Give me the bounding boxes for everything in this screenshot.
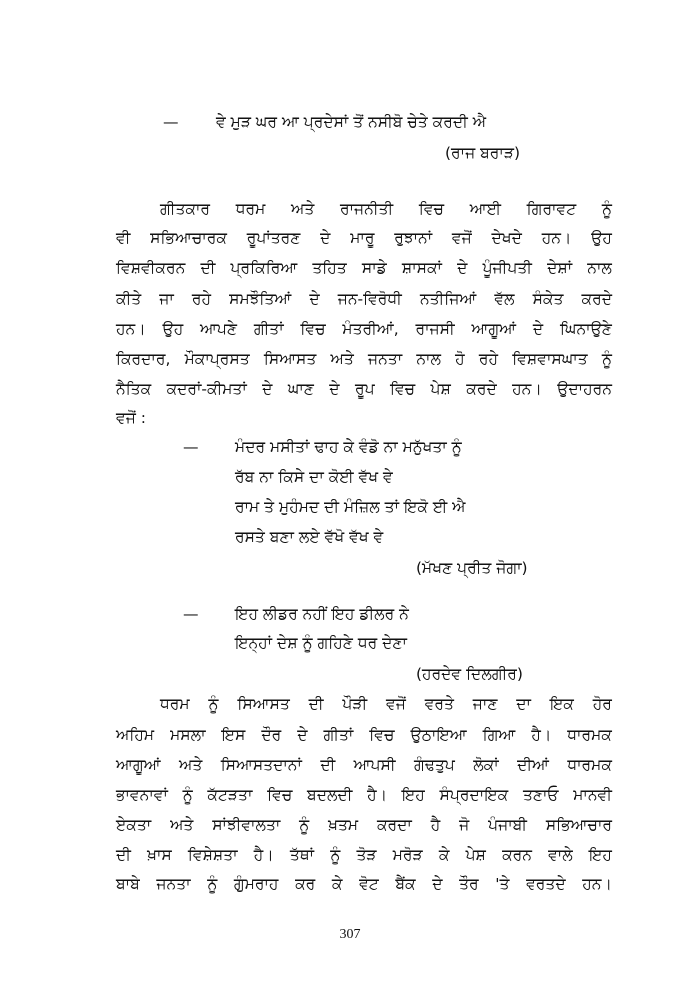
word: ਜਾ	[159, 290, 174, 308]
word: ਦੀਆਂ	[517, 756, 549, 774]
word: 'ਤੇ	[495, 875, 510, 893]
paragraph2-line	[116, 725, 612, 745]
quote2-line: ਰੱਬ ਨਾ ਕਿਸੇ ਦਾ ਕੋਈ ਵੱਖ ਵੇ	[235, 468, 393, 486]
word: ਉਹ	[591, 229, 612, 247]
word: ਵਰਤੇ	[424, 695, 454, 713]
word: ਦੌਰ	[261, 726, 282, 744]
word: ਹੈ।	[253, 846, 274, 864]
quote2-attribution: (ਮੱਖਣ ਪ੍ਰੀਤ ਜੋਗਾ)	[416, 559, 528, 577]
word: ਹੈ	[430, 816, 441, 834]
quote2-dash: —	[183, 438, 199, 456]
word: ਮਸਲਾ	[170, 726, 206, 744]
quote2-line: ਰਸਤੇ ਬਣਾ ਲਏ ਵੱਖੋ ਵੱਖ ਵੇ	[235, 528, 384, 546]
word: ਰਹੇ	[478, 350, 499, 368]
word: ਪੇਸ਼	[465, 846, 486, 864]
word: ਸਾਂਝੀਵਾਲਤਾ	[212, 816, 281, 834]
word: ਧਰਮ	[235, 200, 266, 218]
paragraph1-last-line: ਵਜੋਂ :	[116, 409, 146, 427]
paragraph2-line	[160, 694, 612, 714]
word: ਸ਼ਾਸਕਾਂ	[401, 259, 442, 277]
word: ਕੇ	[438, 846, 450, 864]
word: ਰੁਝਾਨਾਂ	[394, 229, 433, 247]
word: ਆਪਸੀ	[353, 756, 396, 774]
word: ਤਣਾਓ	[522, 786, 559, 804]
word: ਗੀਤਾਂ	[253, 320, 284, 338]
word: ਵਰਤਦੇ	[526, 875, 566, 893]
word: ਦੇ	[532, 320, 544, 338]
word: ਵੱਲ	[494, 290, 515, 308]
word: ਨਾਲ	[416, 350, 441, 368]
paragraph2-line	[116, 815, 612, 835]
word: ਹੈ।	[531, 726, 552, 744]
word: ਅਤੇ	[330, 350, 354, 368]
word: ਲੋਕਾਂ	[473, 756, 499, 774]
word: ਘਿਨਾਉਣੇ	[559, 320, 612, 338]
word: ਕਰਦੇ	[581, 290, 612, 308]
word: ਸਾਡੇ	[361, 259, 387, 277]
word: ਜਨਤਾ	[367, 350, 403, 368]
word: ਗਿਰਾਵਟ	[526, 200, 577, 218]
word: ਸੰਕੇਤ	[532, 290, 564, 308]
word: ਨੂੰ	[330, 846, 341, 864]
word: ਆਗੂਆਂ	[116, 756, 161, 774]
word: ਨੂੰ	[601, 200, 612, 218]
word: ਰੂਪਾਂਤਰਣ	[246, 229, 301, 247]
word: ਦਾ	[516, 695, 531, 713]
word: ਨਤੀਜਿਆਂ	[419, 290, 477, 308]
quote2-line: ਮੰਦਰ ਮਸੀਤਾਂ ਢਾਹ ਕੇ ਵੰਡੋ ਨਾ ਮਨੁੱਖਤਾ ਨੂੰ	[235, 438, 462, 456]
word: ਨਾਲ	[587, 259, 612, 277]
word: ਮਰੋੜ	[392, 846, 423, 864]
word: ਹੋ	[455, 350, 465, 368]
word: ਆਈ	[469, 200, 501, 218]
word: ਅਤੇ	[170, 816, 194, 834]
word: ਦੇ	[320, 229, 331, 247]
word: ਕੇ	[331, 875, 343, 893]
word: ਅਹਿਮ	[116, 726, 155, 744]
word: ਸੰਪ੍ਰਦਾਇਕ	[439, 786, 509, 804]
word: ਹਨ।	[512, 380, 542, 398]
word: ਗੀਤਾਂ	[323, 726, 354, 744]
word: ਨੂੰ	[207, 875, 218, 893]
word: ਗੰਢਤੁਪ	[413, 756, 455, 774]
word: ਮੰਤਰੀਆਂ,	[342, 320, 399, 338]
word: ਆਪਣੇ	[200, 320, 237, 338]
quote3-attribution: (ਹਰਦੇਵ ਦਿਲਗੀਰ)	[416, 665, 523, 683]
word: ਮਾਰੂ	[350, 229, 375, 247]
paragraph1-line	[116, 228, 612, 248]
word: ਉਹ	[162, 320, 184, 338]
quote3-line: ਇਨ੍ਹਾਂ ਦੇਸ਼ ਨੂੰ ਗਹਿਣੇ ਧਰ ਦੇਣਾ	[235, 634, 407, 652]
word: ਪ੍ਰਕਿਰਿਆ	[230, 259, 298, 277]
word: ਵਾਲੇ	[548, 846, 573, 864]
quote3-line: ਇਹ ਲੀਡਰ ਨਹੀਂ ਇਹ ਡੀਲਰ ਨੇ	[235, 605, 409, 623]
word: ਰਹੇ	[191, 290, 212, 308]
word: ਜਾਣ	[472, 695, 498, 713]
paragraph1-line	[116, 289, 612, 309]
word: ਵਿਸ਼ਵੀਕਰਨ	[116, 259, 186, 277]
word: ਅਤੇ	[179, 756, 203, 774]
word: ਕਰਨ	[502, 846, 532, 864]
paragraph1-line	[160, 199, 612, 219]
word: ਤੋੜ	[356, 846, 377, 864]
word: ਉਦਾਹਰਨ	[557, 380, 612, 398]
word: ਦੇ	[309, 290, 320, 308]
word: ਦੇ	[432, 875, 443, 893]
word: ਕਰਦੇ	[466, 380, 497, 398]
word: ਏਕਤਾ	[116, 816, 152, 834]
word: ਜਨਤਾ	[156, 875, 191, 893]
word: ਗੁੰਮਰਾਹ	[233, 875, 279, 893]
word: ਉਠਾਇਆ	[410, 726, 467, 744]
word: ਘਾਣ	[287, 380, 314, 398]
word: ਬਦਲਦੀ	[307, 786, 353, 804]
word: ਕੀਤੇ	[116, 290, 142, 308]
word: ਅਤੇ	[291, 200, 315, 218]
word: ਦੇ	[262, 380, 273, 398]
word: ਦੀ	[308, 695, 324, 713]
word: ਸਿਆਸਤ	[237, 695, 290, 713]
page-number: 307	[339, 927, 361, 942]
word: ਦੀ	[116, 846, 131, 864]
word: ਸਿਆਸਤਦਾਨਾਂ	[220, 756, 302, 774]
word: ਨੂੰ	[601, 350, 612, 368]
word: ਦੇ	[457, 259, 468, 277]
word: ਇਕ	[549, 695, 574, 713]
word: ਦੇਸ਼ਾਂ	[547, 259, 573, 277]
word: ਸਮਝੌਤਿਆਂ	[229, 290, 292, 308]
word: ਵਿਚ	[369, 726, 395, 744]
word: ਹਨ।	[116, 320, 146, 338]
quote1-attribution: (ਰਾਜ ਬਰਾੜ)	[445, 144, 521, 162]
word: ਸਭਿਆਚਾਰਕ	[150, 229, 227, 247]
word: ਬੈਂਕ	[395, 875, 416, 893]
paragraph2-line	[116, 874, 612, 894]
paragraph2-line	[116, 845, 612, 865]
word: ਵਿਸ਼ਵਾਸਘਾਤ	[512, 350, 588, 368]
word: ਪੰਜਾਬੀ	[488, 816, 527, 834]
word: ਗਿਆ	[482, 726, 516, 744]
quote1-line: ਵੇ ਮੁੜ ਘਰ ਆ ਪ੍ਰਦੇਸਾਂ ਤੋਂ ਨਸੀਬੋ ਚੇਤੇ ਕਰਦੀ ਐ	[216, 113, 486, 131]
word: ਧਰਮ	[160, 695, 190, 713]
word: ਬਾਬੇ	[116, 875, 140, 893]
word: ਹੈ।	[367, 786, 388, 804]
word: ਰਾਜਸੀ	[415, 320, 455, 338]
word: ਆਗੂਆਂ	[471, 320, 517, 338]
word: ਵਜੋਂ	[451, 229, 472, 247]
quote2-line: ਰਾਮ ਤੇ ਮੁਹੰਮਦ ਦੀ ਮੰਜ਼ਿਲ ਤਾਂ ਇਕੋ ਈ ਐ	[235, 498, 466, 516]
word: ਸਭਿਆਚਾਰ	[545, 816, 612, 834]
word: ਪੇਸ਼	[430, 380, 451, 398]
quote1-dash: —	[163, 113, 179, 131]
word: ਮਾਨਵੀ	[573, 786, 612, 804]
word: ਇਹ	[401, 786, 425, 804]
word: ਦੀ	[320, 756, 336, 774]
paragraph1-line	[116, 258, 612, 278]
word: ਵਜੋਂ	[386, 695, 406, 713]
word: ਮੌਕਾਪ੍ਰਸਤ	[184, 350, 250, 368]
word: ਪੌੜੀ	[342, 695, 368, 713]
word: ਨੂੰ	[299, 816, 310, 834]
word: ਵਿਚ	[267, 786, 293, 804]
word: ਕਦਰਾਂ-ਕੀਮਤਾਂ	[166, 380, 247, 398]
word: ਵਿਚ	[389, 380, 416, 398]
word: ਜੋ	[459, 816, 470, 834]
word: ਦੇ	[329, 380, 340, 398]
word: ਤਹਿਤ	[312, 259, 347, 277]
word: ਭਾਵਨਾਵਾਂ	[116, 786, 168, 804]
word: ਵੋਟ	[359, 875, 379, 893]
word: ਇਹ	[588, 846, 612, 864]
quote3-dash: —	[183, 605, 199, 623]
word: ਤੱਥਾਂ	[289, 846, 315, 864]
word: ਰਾਜਨੀਤੀ	[340, 200, 394, 218]
paragraph1-line	[116, 379, 612, 399]
word: ਨੂੰ	[208, 695, 219, 713]
word: ਵੀ	[116, 229, 131, 247]
word: ਸਿਆਸਤ	[263, 350, 317, 368]
word: ਵਿਚ	[418, 200, 444, 218]
word: ਪੂੰਜੀਪਤੀ	[482, 259, 532, 277]
word: ਹੋਰ	[592, 695, 612, 713]
word: ਧਾਰਮਕ	[567, 756, 612, 774]
word: ਹਨ।	[541, 229, 572, 247]
word: ਕਿਰਦਾਰ,	[116, 350, 171, 368]
word: ਨੂੰ	[182, 786, 193, 804]
word: ਗੀਤਕਾਰ	[160, 200, 210, 218]
word: ਕਰ	[295, 875, 316, 893]
word: ਦੀ	[200, 259, 216, 277]
word: ਕਰਦਾ	[376, 816, 412, 834]
word: ਹਨ।	[582, 875, 612, 893]
word: ਵਿਸ਼ੇਸ਼ਤਾ	[187, 846, 238, 864]
word: ਦੇ	[297, 726, 308, 744]
paragraph1-line	[116, 349, 612, 369]
word: ਵਿਚ	[300, 320, 326, 338]
paragraph2-line	[116, 755, 612, 775]
word: ਕੱਟੜਤਾ	[207, 786, 253, 804]
word: ਧਾਰਮਕ	[567, 726, 612, 744]
word: ਤੌਰ	[459, 875, 479, 893]
paragraph2-line	[116, 785, 612, 805]
word: ਜਨ-ਵਿਰੋਧੀ	[337, 290, 402, 308]
word: ਇਸ	[221, 726, 246, 744]
word: ਖ਼ਤਮ	[328, 816, 359, 834]
word: ਰੂਪ	[354, 380, 375, 398]
paragraph1-line	[116, 319, 612, 339]
word: ਦੇਖਦੇ	[491, 229, 522, 247]
word: ਨੈਤਿਕ	[116, 380, 152, 398]
word: ਖ਼ਾਸ	[147, 846, 172, 864]
